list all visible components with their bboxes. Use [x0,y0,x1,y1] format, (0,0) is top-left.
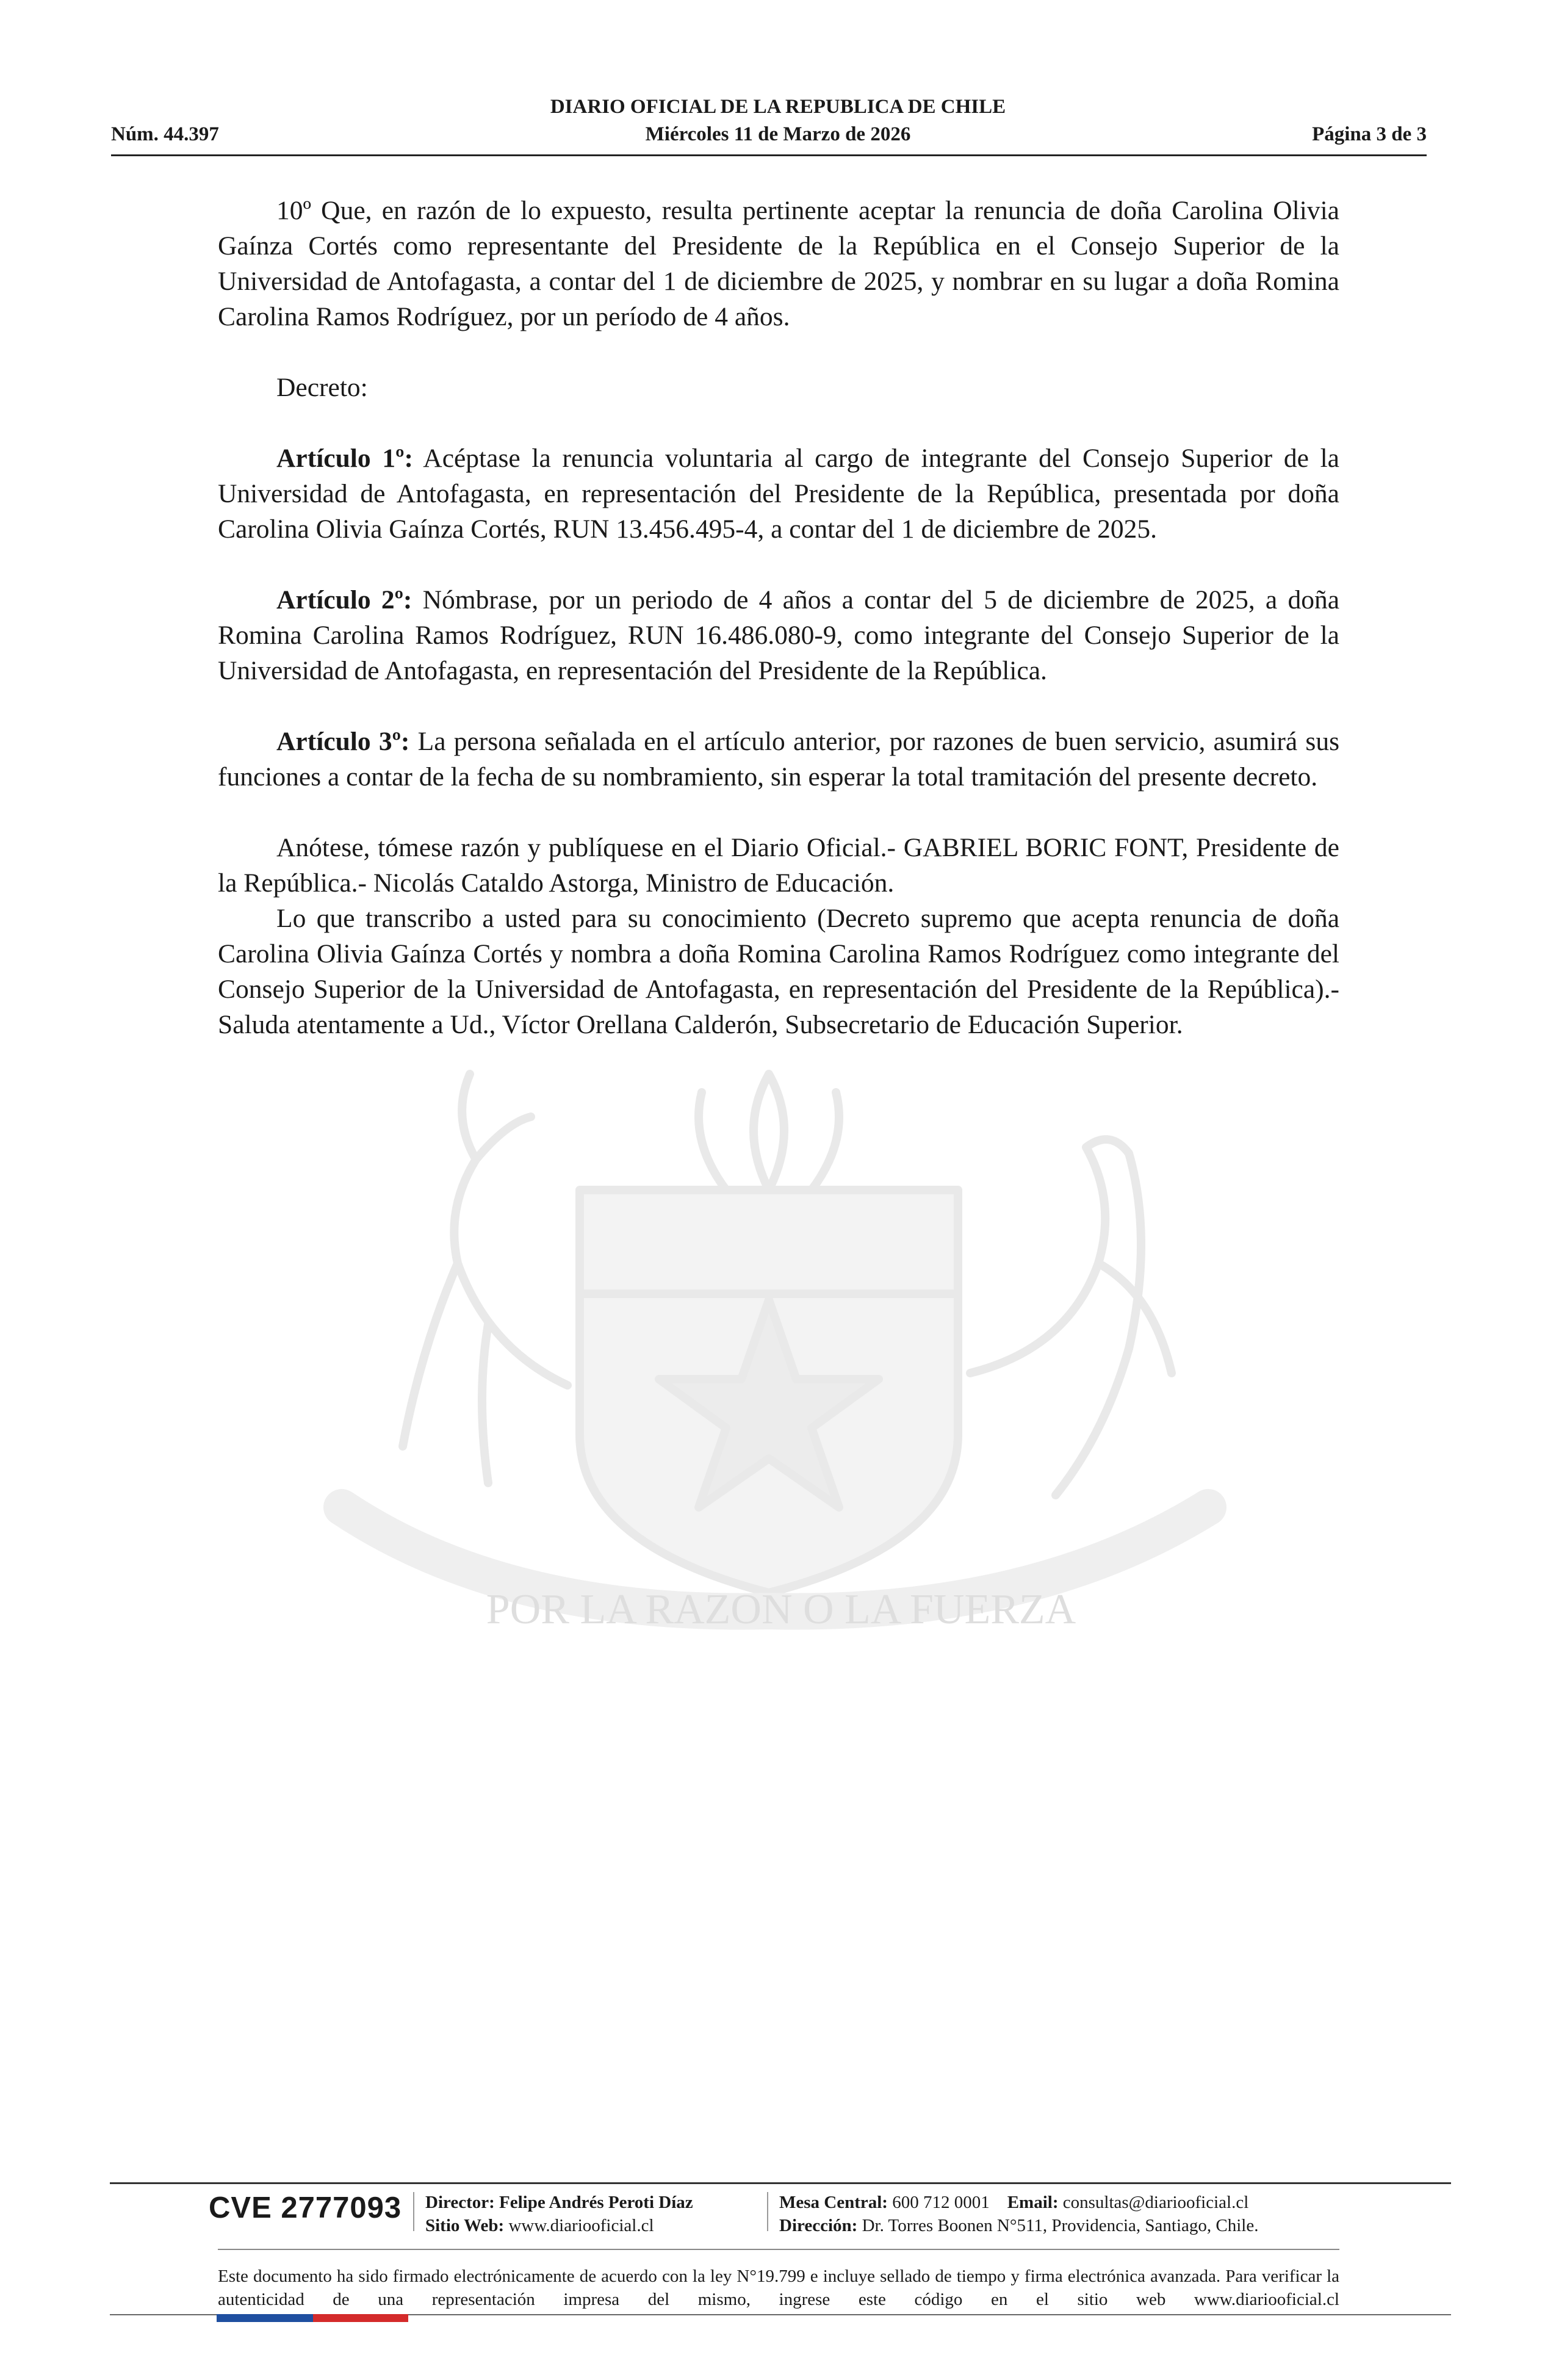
coat-of-arms-watermark-icon [201,1007,1361,1678]
web-link[interactable]: www.diariooficial.cl [508,2216,654,2235]
web-label: Sitio Web: [425,2216,505,2235]
mesa-label: Mesa Central: [779,2193,888,2212]
mesa-value: 600 712 0001 [892,2193,990,2212]
footer-director-block [425,2191,693,2237]
footer-separator [413,2192,414,2231]
header-divider [111,154,1427,156]
document-body [218,193,1339,1042]
address-label: Dirección: [779,2216,858,2235]
article-2 [218,582,1339,688]
seal-motto: POR LA RAZON O LA FUERZA [486,1586,1076,1633]
legal-notice: Este documento ha sido firmado electrónicamente de acuerdo con la ley N°19.799 e incluye sellado de tiempo y firma electrónica avanzada. Para verificar la autenticidad de una representación impresa del mismo, ingrese este código en el sitio web www.diariooficial.cl [218,2266,1339,2309]
issue-date: Miércoles 11 de Marzo de 2026 [645,123,911,145]
email-label: Email: [1007,2193,1059,2212]
article-3-label: Artículo 3º: [276,727,410,756]
article-3 [218,724,1339,795]
flag-stripe-blue [217,2314,313,2322]
issue-number: Núm. 44.397 [111,123,219,145]
article-3-text: La persona señalada en el artículo anterior, por razones de buen servicio, asumirá sus funciones a contar de la fecha de su nombramiento, sin esperar la total tramitación del presente decreto. [218,727,1340,792]
decreto-heading: Decreto: [276,373,368,402]
article-2-label: Artículo 2º: [276,585,412,615]
email-link[interactable]: consultas@diariooficial.cl [1062,2193,1249,2212]
article-1-text: Acéptase la renuncia voluntaria al cargo de integrante del Consejo Superior de la Universidad de Antofagasta, en representación del Presidente de la República, presentada por doña Carolina Olivia Gaínza Cortés, RUN 13.456.495-4, a contar del 1 de diciembre de 2025. [218,444,1339,544]
newspaper-title: DIARIO OFICIAL DE LA REPUBLICA DE CHILE [550,96,1006,118]
article-2-text: Nómbrase, por un periodo de 4 años a contar del 5 de diciembre de 2025, a doña Romina Carolina Ramos Rodríguez, RUN 16.486.080-9, como integrante del Consejo Superior de la Universidad de Antofagasta, en representación del Presidente de la República. [218,585,1339,685]
flag-stripe-red [313,2314,408,2322]
paragraph-10: 10º Que, en razón de lo expuesto, resulta pertinente aceptar la renuncia de doña Carolina Olivia Gaínza Cortés como representante del Presidente de la República en el Consejo Superior de la Universidad de Antofagasta, a contar del 1 de diciembre de 2025, y nombrar en su lugar a doña Romina Carolina Ramos Rodríguez, por un período de 4 años. [218,196,1339,331]
director-value: Felipe Andrés Peroti Díaz [499,2193,693,2212]
closing-transcription: Lo que transcribo a usted para su conocimiento (Decreto supremo que acepta renuncia de doña Carolina Olivia Gaínza Cortés y nombra a doña Romina Carolina Ramos Rodríguez como integrante del Consejo Superior de la Universidad de Antofagasta, en representación del Presidente de la República).- Saluda atentamente a Ud., Víctor Orellana Calderón, Subsecretario de Educación Superior. [218,904,1339,1039]
cve-code: CVE 2777093 [209,2191,402,2224]
address-value: Dr. Torres Boonen N°511, Providencia, Santiago, Chile. [862,2216,1259,2235]
footer-separator [767,2192,768,2231]
article-1 [218,441,1339,547]
footer-divider [110,2182,1451,2184]
closing-signature: Anótese, tómese razón y publíquese en el Diario Oficial.- GABRIEL BORIC FONT, Presidente de la República.- Nicolás Cataldo Astorga, Ministro de Educación. [218,833,1339,898]
article-1-label: Artículo 1º: [276,444,413,473]
footer-thin-divider [218,2249,1339,2250]
footer-contact-block [779,2191,1258,2237]
page-indicator: Página 3 de 3 [1312,123,1427,145]
director-label: Director: [425,2193,495,2212]
